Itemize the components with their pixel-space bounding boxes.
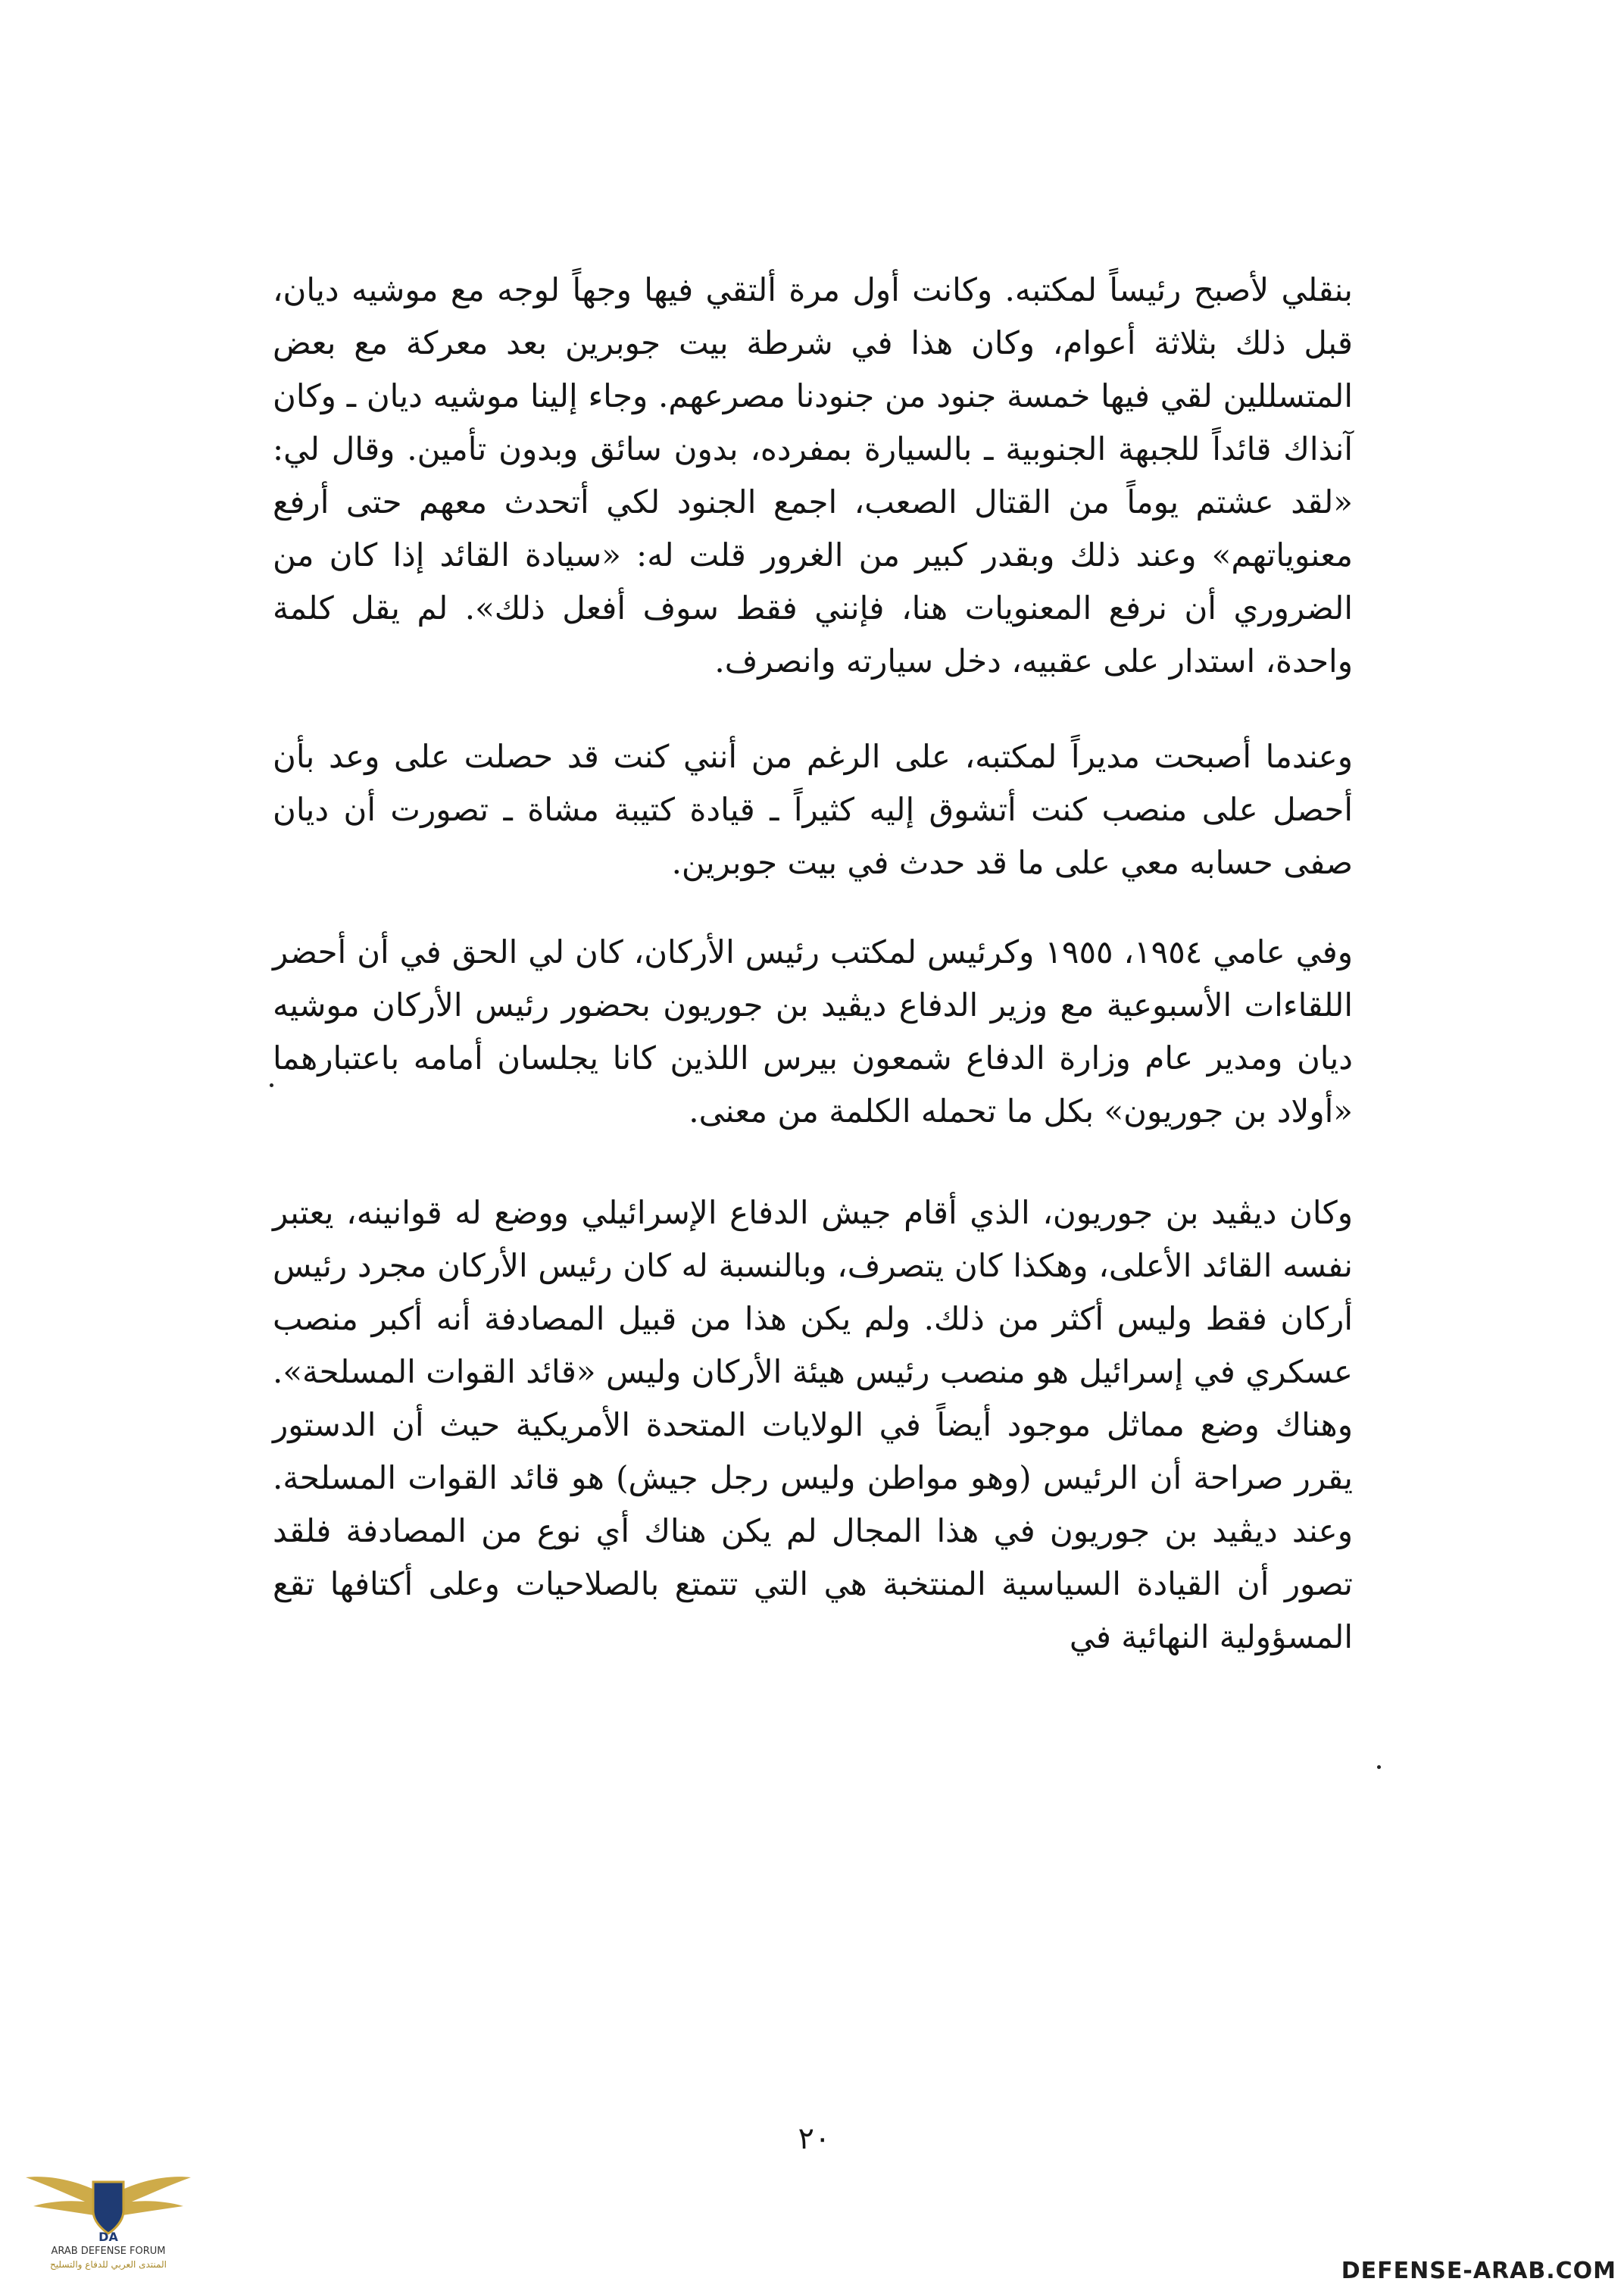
paragraph-4: وكان ديڤيد بن جوريون، الذي أقام جيش الدفاع الإسرائيلي ووضع له قوانينه، يعتبر نفسه القائد الأعلى، وهكذا كان يتصرف، وبالنسبة له كان رئيس الأركان مجرد رئيس أركان فقط وليس أكثر من ذلك. ولم يكن هذا من قبيل المصادفة أنه أكبر منصب عسكري في إسرائيل هو منصب رئيس هيئة الأركان وليس «قائد القوات المسلحة». وهناك وضع مماثل موجود أيضاً في الولايات المتحدة الأمريكية حيث أن الدستور يقرر صراحة أن الرئيس (وهو مواطن وليس رجل جيش) هو قائد القوات المسلحة. وعند ديڤيد بن جوريون في هذا المجال لم يكن هناك أي نوع من المصادفة فلقد تصور أن القيادة السياسية المنتخبة هي التي تتمتع بالصلاحيات وعلى أكتافها تقع المسؤولية النهائية في <box>273 1194 1353 1655</box>
paragraph-1: بنقلي لأصبح رئيساً لمكتبه. وكانت أول مرة ألتقي فيها وجهاً لوجه مع موشيه ديان، قبل ذلك بثلاثة أعوام، وكان هذا في شرطة بيت جوبرين بعد معركة مع بعض المتسللين لقي فيها خمسة جنود من جنودنا مصرعهم. وجاء إلينا موشيه ديان ـ وكان آنذاك قائداً للجبهة الجنوبية ـ بالسيارة بمفرده، بدون سائق وبدون تأمين. وقال لي: «لقد عشتم يوماً من القتال الصعب، اجمع الجنود لكي أتحدث معهم حتى أرفع معنوياتهم» وعند ذلك وبقدر كبير من الغرور قلت له: «سيادة القائد إذا كان من الضروري أن نرفع المعنويات هنا، فإنني فقط سوف أفعل ذلك». لم يقل كلمة واحدة، استدار على عقبيه، دخل سيارته وانصرف. <box>273 271 1353 680</box>
winged-shield-icon <box>21 2152 195 2246</box>
paragraph-2: وعندما أصبحت مديراً لمكتبه، على الرغم من أنني كنت قد حصلت على وعد بأن أحصل على منصب كنت أتشوق إليه كثيراً ـ قيادة كتيبة مشاة ـ تصورت أن ديان صفى حسابه معي على ما قد حدث في بيت جوبرين. <box>273 738 1353 881</box>
forum-logo <box>21 2152 195 2280</box>
site-watermark: DEFENSE-ARAB.COM <box>1341 2258 1616 2284</box>
logo-initials: DA <box>98 2230 118 2244</box>
scan-speck <box>1377 1765 1381 1769</box>
scan-speck <box>270 1083 273 1087</box>
paragraph-3: وفي عامي ١٩٥٤، ١٩٥٥ وكرئيس لمكتب رئيس الأركان، كان لي الحق في أن أحضر اللقاءات الأسبوعية مع وزير الدفاع ديڤيد بن جوريون بحضور رئيس الأركان موشيه ديان ومدير عام وزارة الدفاع شمعون بيرس اللذين كانا يجلسان أمامه باعتبارهما «أولاد بن جوريون» بكل ما تحمله الكلمة من معنى. <box>273 933 1353 1130</box>
forum-logo-subtitle: المنتدى العربي للدفاع والتسليح <box>50 2259 167 2270</box>
page-body <box>273 264 1353 1664</box>
forum-logo-title: ARAB DEFENSE FORUM <box>51 2246 166 2257</box>
page-number: ٢٠ <box>798 2121 831 2156</box>
